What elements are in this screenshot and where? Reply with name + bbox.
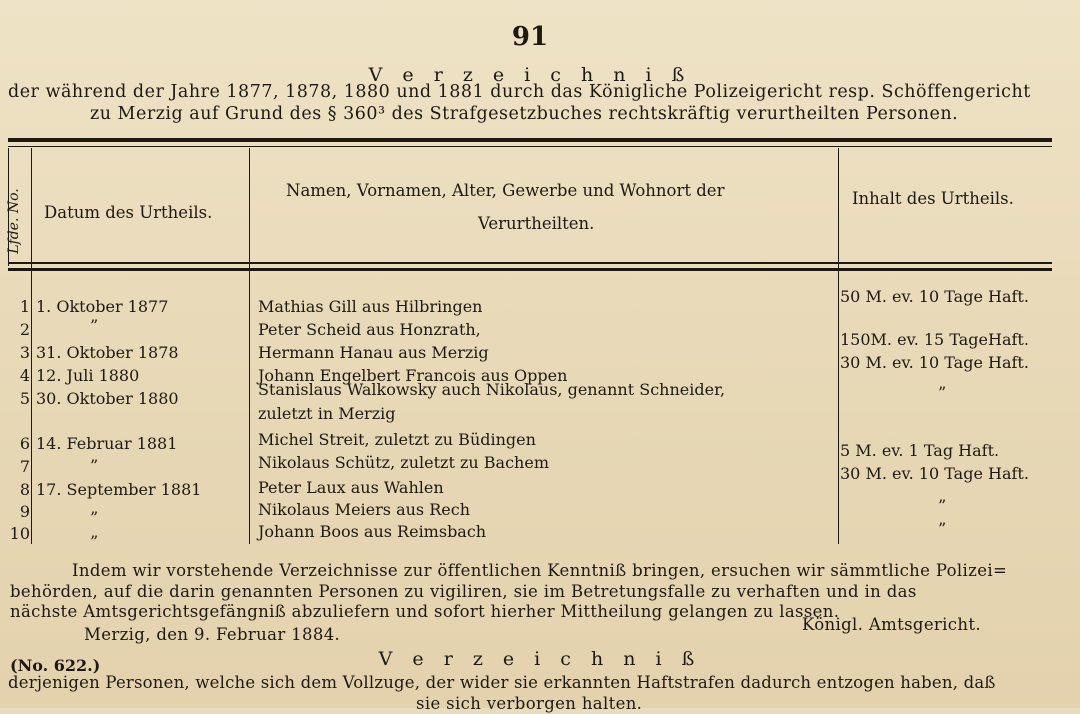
row-date: 12. Juli 1880 (36, 366, 140, 385)
row-date: ” (90, 532, 99, 551)
row-date: 1. Oktober 1877 (36, 297, 169, 316)
page-number: 91 (511, 22, 549, 52)
signature: Königl. Amtsgericht. (802, 615, 981, 634)
row-name: Mathias Gill aus Hilbringen (258, 297, 483, 316)
row-number: 7 (19, 457, 30, 476)
row-number: 3 (19, 343, 30, 362)
place-date: Merzig, den 9. Februar 1884. (84, 625, 341, 644)
row-date: ” (90, 508, 99, 527)
table-top-rule (8, 138, 1052, 142)
notice-paragraph-line-1: Indem wir vorstehende Verzeichnisse zur öffentlichen Kenntniß bringen, ersuchen wir sämmtliche Polizei= (72, 561, 1008, 580)
next-list-title: V e r z e i c h n i ß (378, 648, 702, 670)
header-no: Lfde. No. (6, 188, 22, 254)
row-number: 1 (19, 297, 30, 316)
header-sentence: Inhalt des Urtheils. (852, 189, 1014, 208)
row-sentence: ” (938, 496, 947, 515)
next-list-subtitle-line-1: derjenigen Personen, welche sich dem Vollzuge, der wider sie erkannten Haftstrafen dadurch entzogen haben, daß (8, 673, 996, 692)
row-name: Michel Streit, zuletzt zu Büdingen (258, 430, 536, 449)
row-number: 10 (9, 524, 30, 543)
row-name: Johann Engelbert Francois aus Oppen (258, 366, 568, 385)
row-sentence: ” (938, 383, 947, 402)
next-list-subtitle-line-2: sie sich verborgen halten. (416, 694, 643, 713)
row-sentence: 5 M. ev. 1 Tag Haft. (840, 441, 1000, 460)
row-number: 8 (19, 480, 30, 499)
row-date: 14. Februar 1881 (36, 434, 178, 453)
header-names-line-1: Namen, Vornamen, Alter, Gewerbe und Wohnort der (286, 181, 725, 200)
col-divider-no (31, 148, 32, 544)
row-sentence: ” (938, 519, 947, 538)
header-bottom-rule-thick (8, 268, 1052, 271)
row-name: Peter Laux aus Wahlen (258, 478, 444, 497)
row-name: Hermann Hanau aus Merzig (258, 343, 489, 362)
list-subtitle-line-1: der während der Jahre 1877, 1878, 1880 und 1881 durch das Königliche Polizeigericht resp. Schöffengericht (8, 82, 1031, 102)
header-date: Datum des Urtheils. (44, 203, 213, 222)
table-top-rule-thin (8, 146, 1052, 147)
list-title: V e r z e i c h n i ß (368, 64, 692, 86)
row-name: Nikolaus Meiers aus Rech (258, 500, 471, 519)
row-sentence: 30 M. ev. 10 Tage Haft. (840, 464, 1029, 483)
notice-paragraph-line-3: nächste Amtsgerichtsgefängniß abzuliefern und sofort hierher Mittheilung gelangen zu lassen. (10, 602, 840, 621)
row-name: Nikolaus Schütz, zuletzt zu Bachem (258, 453, 549, 472)
row-date: ” (90, 316, 99, 335)
item-number: (No. 622.) (10, 656, 101, 675)
col-divider-date (249, 148, 250, 544)
row-name: Stanislaus Walkowsky auch Nikolaus, genannt Schneider, (258, 380, 726, 399)
row-date: 17. September 1881 (36, 480, 202, 499)
row-number: 2 (19, 320, 30, 339)
row-sentence: 30 M. ev. 10 Tage Haft. (840, 353, 1029, 372)
row-number: 5 (19, 389, 30, 408)
row-date: 31. Oktober 1878 (36, 343, 179, 362)
row-sentence: 150M. ev. 15 TageHaft. (840, 330, 1029, 349)
row-name: Johann Boos aus Reimsbach (258, 522, 487, 541)
col-divider-sentence (838, 148, 839, 544)
row-date: ” (90, 456, 99, 475)
row-number: 9 (19, 502, 30, 521)
header-bottom-rule (8, 262, 1052, 264)
list-subtitle-line-2: zu Merzig auf Grund des § 360³ des Strafgesetzbuches rechtskräftig verurtheilten Personen. (90, 104, 959, 124)
row-number: 6 (19, 434, 30, 453)
header-names-line-2: Verurtheilten. (478, 214, 595, 233)
row-number: 4 (19, 366, 30, 385)
row-sentence: 50 M. ev. 10 Tage Haft. (840, 287, 1029, 306)
row-date: 30. Oktober 1880 (36, 389, 179, 408)
notice-paragraph-line-2: behörden, auf die darin genannten Personen zu vigiliren, sie im Betretungsfalle zu verhaften und in das (10, 582, 917, 601)
row-name: Peter Scheid aus Honzrath, (258, 320, 481, 339)
row-name-continued: zuletzt in Merzig (258, 404, 396, 423)
